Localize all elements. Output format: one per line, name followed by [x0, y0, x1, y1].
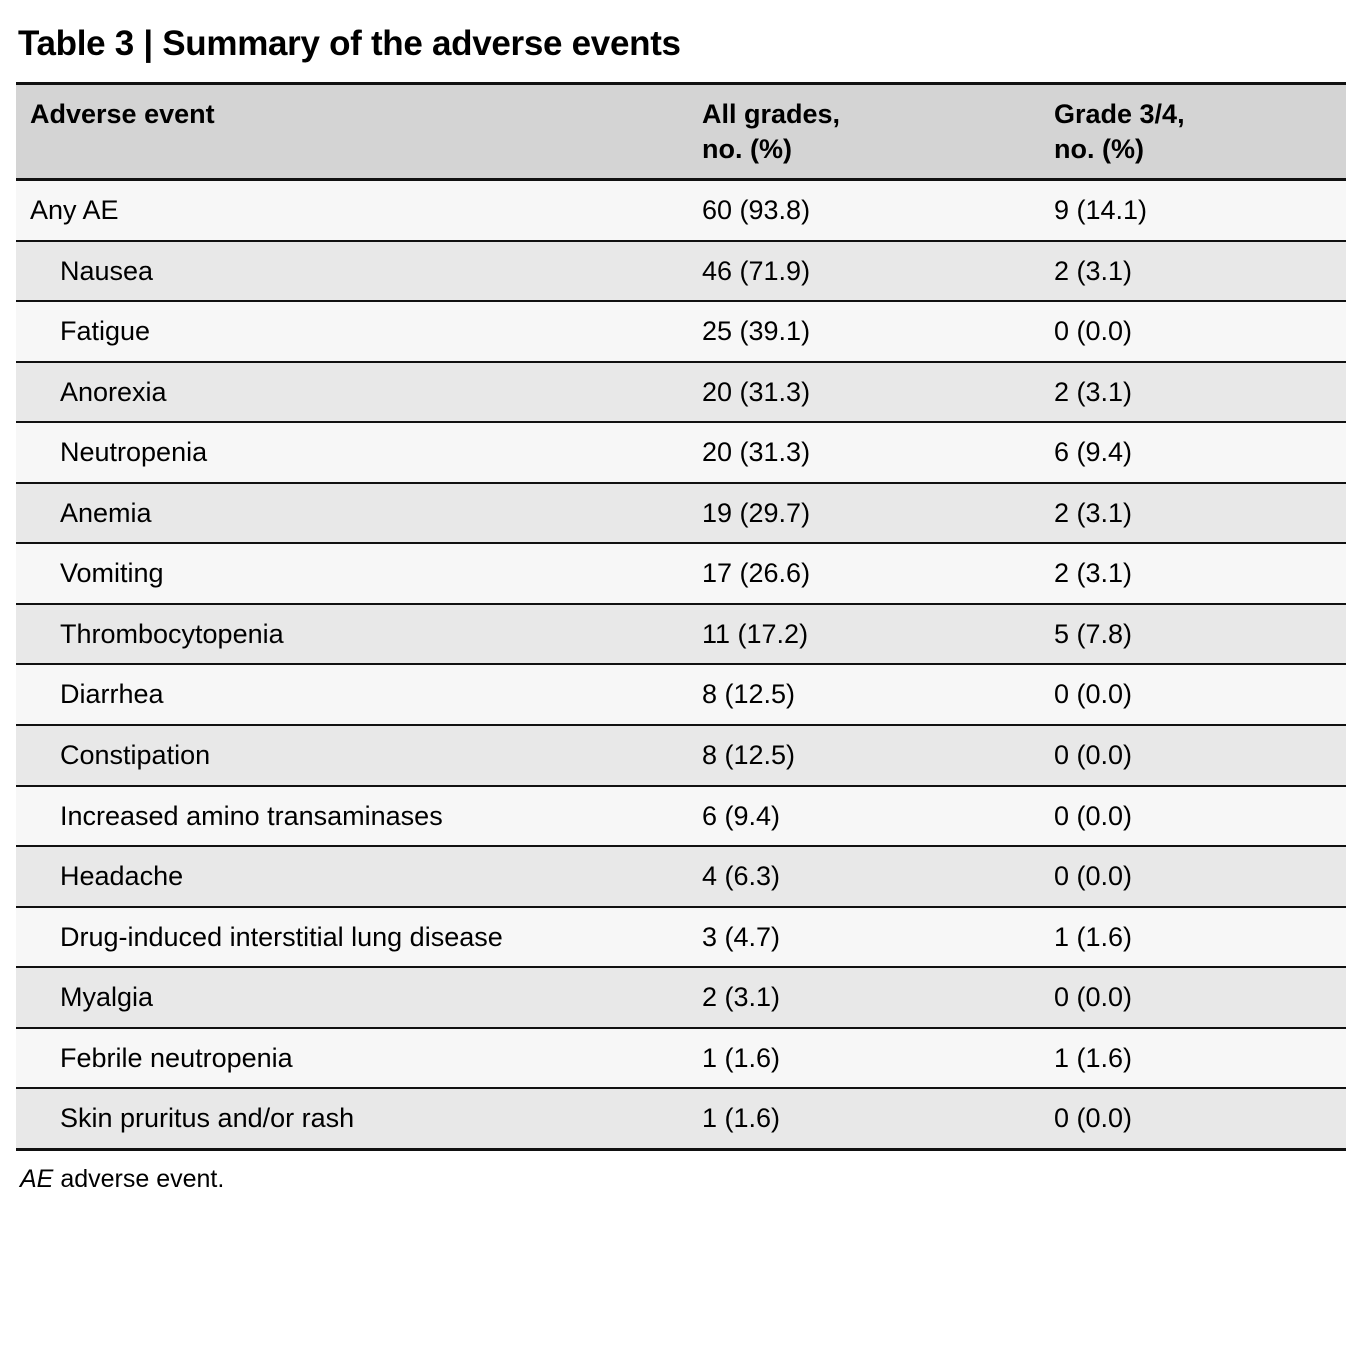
table-row [16, 241, 1346, 302]
cell-adverse-event: Any AE [30, 195, 119, 226]
cell-adverse-event: Diarrhea [60, 679, 164, 710]
cell-grade-3-4: 5 (7.8) [1054, 618, 1133, 649]
cell-grade-3-4: 0 (0.0) [1054, 861, 1133, 892]
cell-grade-3-4: 2 (3.1) [1054, 255, 1133, 286]
cell-grade-3-4: 1 (1.6) [1054, 921, 1133, 952]
footnote-abbreviation: AE [20, 1164, 54, 1193]
cell-adverse-event: Febrile neutropenia [60, 1042, 293, 1073]
cell-all-grades: 4 (6.3) [702, 861, 781, 892]
cell-grade-3-4: 2 (3.1) [1054, 497, 1133, 528]
table-row [16, 846, 1346, 907]
adverse-events-table [16, 82, 1346, 1151]
cell-grade-3-4: 0 (0.0) [1054, 1103, 1133, 1134]
cell-all-grades: 19 (29.7) [702, 497, 811, 528]
cell-all-grades: 20 (31.3) [702, 376, 811, 407]
cell-grade-3-4: 2 (3.1) [1054, 376, 1133, 407]
cell-all-grades: 3 (4.7) [702, 921, 781, 952]
cell-all-grades: 25 (39.1) [702, 316, 811, 347]
table-row [16, 1028, 1346, 1089]
cell-grade-3-4: 0 (0.0) [1054, 740, 1133, 771]
table-row [16, 786, 1346, 847]
cell-adverse-event: Drug-induced interstitial lung disease [60, 921, 503, 952]
cell-grade-3-4: 0 (0.0) [1054, 800, 1133, 831]
cell-all-grades: 8 (12.5) [702, 740, 796, 771]
cell-adverse-event: Headache [60, 861, 184, 892]
table-row [16, 362, 1346, 423]
column-header-all-grades [688, 84, 1040, 180]
table-row [16, 604, 1346, 665]
table-row [16, 907, 1346, 968]
cell-adverse-event: Skin pruritus and/or rash [60, 1103, 355, 1134]
cell-all-grades: 17 (26.6) [702, 558, 811, 589]
cell-grade-3-4: 1 (1.6) [1054, 1042, 1133, 1073]
column-header-adverse-event: Adverse event [16, 84, 688, 180]
cell-adverse-event: Constipation [60, 740, 211, 771]
column-header-grade-3-4-line2: no. (%) [1054, 133, 1144, 164]
cell-grade-3-4: 9 (14.1) [1054, 195, 1148, 226]
cell-all-grades: 6 (9.4) [702, 800, 781, 831]
table-row [16, 483, 1346, 544]
cell-all-grades: 1 (1.6) [702, 1103, 781, 1134]
footnote-definition: adverse event. [60, 1164, 225, 1193]
page-title: Table 3 | Summary of the adverse events [18, 24, 681, 63]
cell-adverse-event: Vomiting [60, 558, 164, 589]
table-row [16, 967, 1346, 1028]
column-header-grade-3-4 [1040, 84, 1346, 180]
table-row [16, 543, 1346, 604]
header-row [16, 84, 1346, 180]
cell-all-grades: 2 (3.1) [702, 982, 781, 1013]
table-row [16, 725, 1346, 786]
cell-adverse-event: Fatigue [60, 316, 151, 347]
table-row [16, 301, 1346, 362]
column-header-grade-3-4-line1: Grade 3/4, [1054, 99, 1185, 129]
table-row [16, 180, 1346, 241]
cell-grade-3-4: 0 (0.0) [1054, 316, 1133, 347]
cell-adverse-event: Thrombocytopenia [60, 618, 284, 649]
cell-all-grades: 11 (17.2) [702, 618, 809, 649]
cell-grade-3-4: 0 (0.0) [1054, 679, 1133, 710]
cell-adverse-event: Anorexia [60, 376, 167, 407]
cell-grade-3-4: 6 (9.4) [1054, 437, 1133, 468]
column-header-all-grades-line2: no. (%) [702, 133, 792, 164]
table-row [16, 422, 1346, 483]
cell-adverse-event: Nausea [60, 255, 154, 286]
cell-all-grades: 60 (93.8) [702, 195, 811, 226]
cell-all-grades: 8 (12.5) [702, 679, 796, 710]
cell-grade-3-4: 2 (3.1) [1054, 558, 1133, 589]
column-header-all-grades-line1: All grades, [702, 99, 841, 129]
table-row [16, 1088, 1346, 1149]
cell-adverse-event: Anemia [60, 497, 152, 528]
table-footnote [20, 1165, 1338, 1194]
cell-all-grades: 46 (71.9) [702, 255, 811, 286]
table-header [16, 84, 1346, 180]
cell-adverse-event: Increased amino transaminases [60, 800, 443, 831]
cell-all-grades: 1 (1.6) [702, 1042, 781, 1073]
cell-adverse-event: Neutropenia [60, 437, 208, 468]
table-body [16, 180, 1346, 1150]
cell-grade-3-4: 0 (0.0) [1054, 982, 1133, 1013]
cell-all-grades: 20 (31.3) [702, 437, 811, 468]
cell-adverse-event: Myalgia [60, 982, 154, 1013]
table-row [16, 664, 1346, 725]
